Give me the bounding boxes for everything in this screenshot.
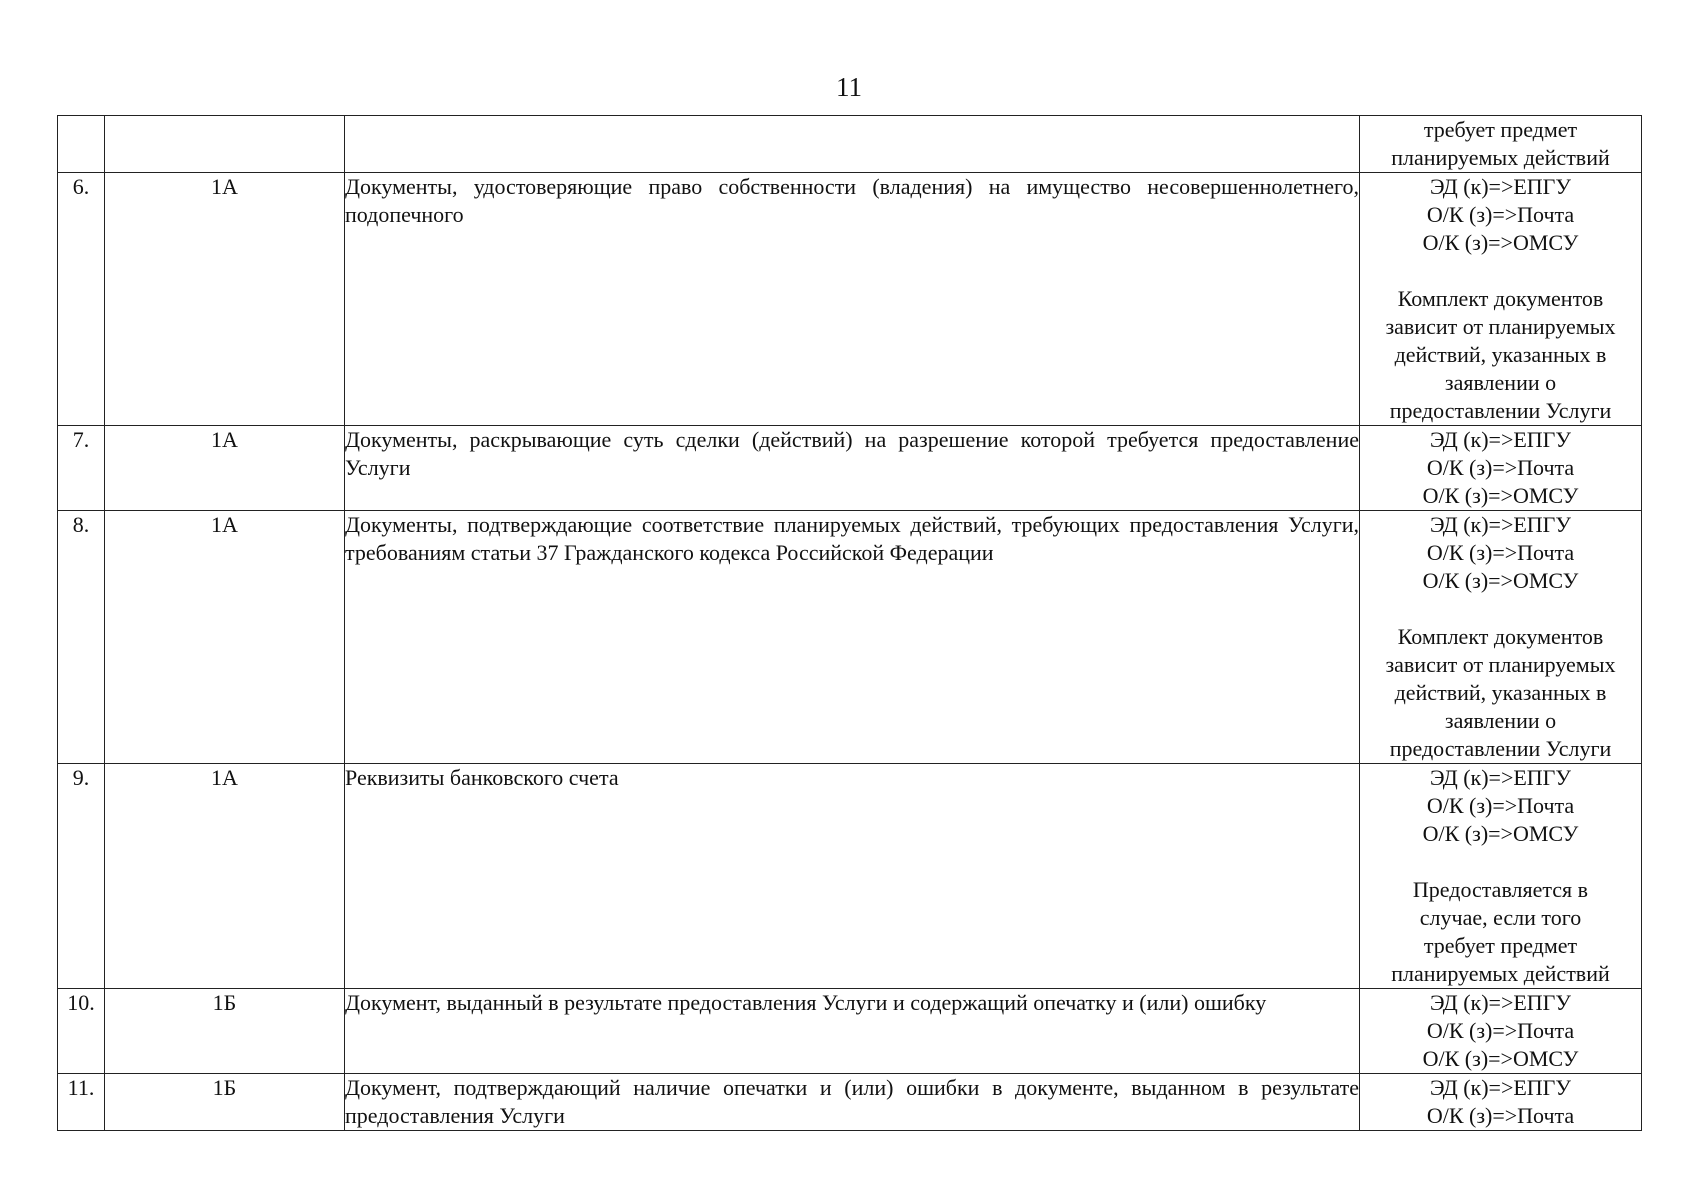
row-number-cell: 10.: [58, 989, 105, 1074]
document-code-cell: 1А: [105, 426, 345, 511]
submission-note-line: планируемых действий: [1391, 145, 1610, 170]
submission-methods-cell: [1360, 764, 1642, 989]
page-number: 11: [836, 72, 862, 102]
submission-method: О/К (з)=>ОМСУ: [1422, 483, 1579, 508]
submission-method: О/К (з)=>Почта: [1426, 540, 1575, 565]
document-code-cell: 1Б: [105, 1074, 345, 1131]
document-description-cell: Документы, подтверждающие соответствие планируемых действий, требующих предоставления Услуги, требованиям статьи 37 Гражданского кодекса Российской Федерации: [345, 511, 1360, 764]
submission-note-line: планируемых действий: [1391, 961, 1610, 986]
submission-note-line: требует предмет: [1423, 933, 1578, 958]
submission-method: О/К (з)=>Почта: [1426, 455, 1575, 480]
note-spacer: [1360, 595, 1641, 623]
submission-note-line: Комплект документов: [1397, 286, 1604, 311]
submission-note-line: требует предмет: [1423, 117, 1578, 142]
submission-method: О/К (з)=>Почта: [1426, 1103, 1575, 1128]
table-row: [58, 426, 1642, 511]
table-row: [58, 989, 1642, 1074]
table-row: [58, 764, 1642, 989]
submission-method: О/К (з)=>ОМСУ: [1422, 821, 1579, 846]
documents-table-body: [58, 116, 1642, 1131]
document-description-cell: Реквизиты банковского счета: [345, 764, 1360, 989]
table-row: [58, 116, 1642, 173]
submission-method: ЭД (к)=>ЕПГУ: [1430, 427, 1571, 452]
row-number-cell: 11.: [58, 1074, 105, 1131]
submission-method: О/К (з)=>ОМСУ: [1422, 568, 1579, 593]
submission-methods-cell: [1360, 116, 1642, 173]
submission-method: ЭД (к)=>ЕПГУ: [1430, 765, 1571, 790]
submission-method: ЭД (к)=>ЕПГУ: [1430, 512, 1571, 537]
submission-method: О/К (з)=>Почта: [1426, 202, 1575, 227]
document-code-cell: 1А: [105, 511, 345, 764]
submission-note-line: заявлении о: [1444, 708, 1557, 733]
submission-note-line: заявлении о: [1444, 370, 1557, 395]
row-number-cell: [58, 116, 105, 173]
row-number-cell: 8.: [58, 511, 105, 764]
document-code-cell: 1А: [105, 764, 345, 989]
note-spacer: [1360, 257, 1641, 285]
submission-method: ЭД (к)=>ЕПГУ: [1430, 990, 1571, 1015]
submission-note-line: предоставлении Услуги: [1389, 398, 1612, 423]
submission-note-line: зависит от планируемых: [1385, 314, 1616, 339]
submission-note-line: предоставлении Услуги: [1389, 736, 1612, 761]
submission-method: О/К (з)=>Почта: [1426, 1018, 1575, 1043]
table-row: [58, 1074, 1642, 1131]
submission-note-line: зависит от планируемых: [1385, 652, 1616, 677]
document-description-cell: Документы, удостоверяющие право собственности (владения) на имущество несовершеннолетнего, подопечного: [345, 173, 1360, 426]
table-row: [58, 511, 1642, 764]
submission-methods-cell: [1360, 426, 1642, 511]
document-description-cell: Документы, раскрывающие суть сделки (действий) на разрешение которой требуется предоставление Услуги: [345, 426, 1360, 511]
submission-methods-cell: [1360, 173, 1642, 426]
note-spacer: [1360, 848, 1641, 876]
submission-note-line: Предоставляется в: [1412, 877, 1589, 902]
documents-table: [57, 115, 1642, 1131]
row-number-cell: 7.: [58, 426, 105, 511]
submission-note-line: действий, указанных в: [1394, 680, 1607, 705]
submission-method: ЭД (к)=>ЕПГУ: [1430, 1075, 1571, 1100]
document-description-cell: [345, 116, 1360, 173]
submission-method: ЭД (к)=>ЕПГУ: [1430, 174, 1571, 199]
submission-methods-cell: [1360, 989, 1642, 1074]
submission-note-line: Комплект документов: [1397, 624, 1604, 649]
submission-method: О/К (з)=>ОМСУ: [1422, 1046, 1579, 1071]
submission-method: О/К (з)=>Почта: [1426, 793, 1575, 818]
document-description-cell: Документ, выданный в результате предоставления Услуги и содержащий опечатку и (или) ошибку: [345, 989, 1360, 1074]
document-description-cell: Документ, подтверждающий наличие опечатки и (или) ошибки в документе, выданном в результате предоставления Услуги: [345, 1074, 1360, 1131]
table-row: [58, 173, 1642, 426]
submission-note-line: случае, если того: [1419, 905, 1582, 930]
document-code-cell: [105, 116, 345, 173]
submission-note-line: действий, указанных в: [1394, 342, 1607, 367]
submission-method: О/К (з)=>ОМСУ: [1422, 230, 1579, 255]
row-number-cell: 6.: [58, 173, 105, 426]
row-number-cell: 9.: [58, 764, 105, 989]
submission-methods-cell: [1360, 1074, 1642, 1131]
submission-methods-cell: [1360, 511, 1642, 764]
document-code-cell: 1Б: [105, 989, 345, 1074]
document-code-cell: 1А: [105, 173, 345, 426]
